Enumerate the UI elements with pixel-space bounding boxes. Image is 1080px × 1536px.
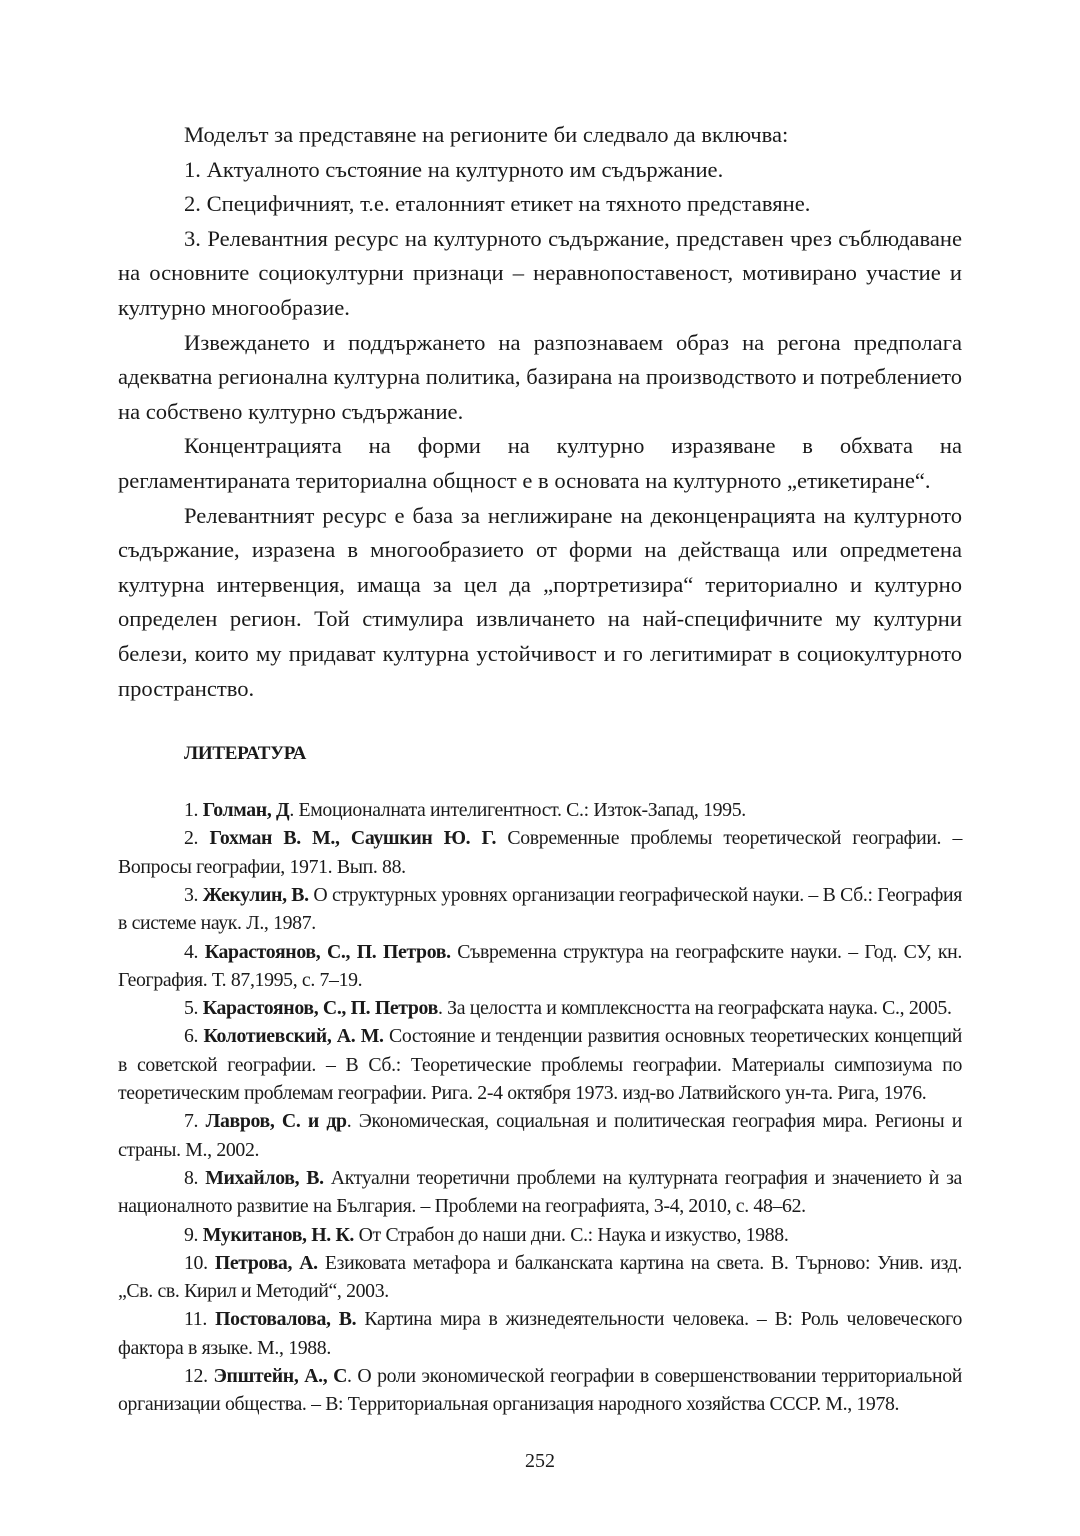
reference-item	[118, 796, 962, 824]
reference-number: 2.	[184, 827, 199, 850]
reference-author: Карастоянов, С., П. Петров	[202, 997, 438, 1020]
reference-number: 12.	[184, 1365, 208, 1388]
reference-number: 11.	[184, 1308, 207, 1331]
reference-author: Эпштейн, А., С	[213, 1365, 348, 1388]
page-content	[118, 118, 962, 1419]
reference-text: Современные проблемы теоретической географии. – Вопросы географии, 1971. Вып. 88.	[118, 827, 962, 878]
reference-author: Михайлов, В.	[205, 1166, 324, 1189]
reference-item	[118, 1362, 962, 1419]
reference-item	[118, 1249, 962, 1306]
reference-number: 1.	[184, 799, 199, 822]
reference-number: 7.	[184, 1110, 199, 1133]
reference-text: От Страбон до наши дни. С.: Наука и изкуство, 1988.	[354, 1223, 789, 1246]
reference-author: Гохман В. М., Саушкин Ю. Г.	[209, 827, 497, 850]
reference-list	[118, 796, 962, 1419]
reference-item	[118, 938, 962, 995]
reference-number: 5.	[184, 997, 199, 1020]
reference-text: Езиковата метафора и балканската картина на света. В. Търново: Унив. изд. „Св. св. Кирил и Методий“, 2003.	[118, 1251, 962, 1303]
paragraph: 1. Актуалното състояние на културното им съдържание.	[184, 156, 724, 182]
reference-item	[118, 1107, 962, 1164]
reference-item	[118, 1164, 962, 1221]
reference-text: . За целостта и комплексността на географската наука. С., 2005.	[437, 997, 952, 1020]
reference-author: Постовалова, В.	[215, 1308, 357, 1331]
reference-author: Жекулин, В.	[202, 883, 309, 906]
reference-text: О структурных уровнях организации географической науки. – В Сб.: География в системе наук. Л., 1987.	[118, 883, 962, 935]
paragraph: Концентрацията на форми на културно изразяване в обхвата на регламентираната териториална общност е в основата на културното „етикетиране“.	[118, 433, 962, 493]
paragraph: 2. Специфичният, т.е. еталонният етикет на тяхното представяне.	[184, 191, 811, 217]
reference-text: Съвременна структура на географските науки. – Год. СУ, кн. География. Т. 87,1995, с. 7–19.	[118, 940, 962, 991]
references-heading: ЛИТЕРАТУРА	[184, 743, 307, 765]
paragraph: Моделът за представяне на регионите би следвало да включва:	[184, 122, 789, 147]
reference-number: 3.	[184, 883, 199, 906]
reference-item	[118, 994, 962, 1022]
reference-item	[118, 1221, 962, 1249]
reference-author: Лавров, С. и др	[205, 1110, 347, 1133]
reference-text: . Экономическая, социальная и политическая география мира. Регионы и страны. М., 2002.	[118, 1110, 963, 1161]
reference-text: Актуални теоретични проблеми на културната география и значението ѝ за националното развитие на България. – Проблеми на географията, 3-4, 2010, с. 48–62.	[118, 1166, 962, 1218]
reference-author: Карастоянов, С., П. Петров.	[204, 940, 451, 963]
body-text	[118, 118, 962, 706]
reference-item	[118, 1305, 962, 1362]
reference-number: 4.	[184, 940, 199, 963]
reference-number: 8.	[184, 1166, 199, 1189]
reference-item	[118, 824, 962, 881]
reference-number: 10.	[184, 1251, 208, 1274]
reference-author: Мукитанов, Н. К.	[202, 1223, 355, 1246]
reference-text: . О роли экономической географии в совершенствовании территориальной организации общества. – В: Территориальная организация народного хозяйства СССР. М., 1978.	[118, 1365, 962, 1416]
reference-text: . Емоционалната интелигентност. С.: Изток-Запад, 1995.	[289, 799, 746, 822]
reference-item	[118, 881, 962, 938]
page-number: 252	[525, 1450, 555, 1472]
paragraph: Извеждането и поддържането на разпознаваем образ на регона предполага адекватна регионална културна политика, базирана на производството и потреблението на собствено културно съдържание.	[118, 329, 962, 424]
paragraph: 3. Релевантния ресурс на културното съдържание, представен чрез съблюдаване на основните социокултурни признаци – неравнопоставеност, мотивирано участие и културно многообразие.	[118, 225, 962, 320]
paragraph: Релевантният ресурс е база за неглижиране на деконценрацията на културното съдържание, изразена в многообразието от форми на действаща или опредметена културна интервенция, имаща за цел да „портретизира“ териториално и културно определен регион. Той стимулира извличането на най-специфичните му културни белези, които му придават културна устойчивост и го легитимират в социокултурното пространство.	[118, 502, 962, 701]
reference-author: Голман, Д	[202, 799, 290, 822]
reference-text: Картина мира в жизнедеятельности человека. – В: Роль человеческого фактора в языке. М., 1988.	[118, 1308, 962, 1359]
reference-author: Петрова, А.	[214, 1251, 318, 1274]
reference-item	[118, 1022, 962, 1107]
reference-number: 6.	[184, 1025, 199, 1048]
reference-number: 9.	[184, 1223, 199, 1246]
reference-author: Колотиевский, А. М.	[203, 1025, 384, 1048]
reference-text: Состояние и тенденции развития основных теоретических концепций в советской географии. – В Сб.: Теоретические проблемы географии. Материалы симпозиума по теоретическим проблемам географии. Рига. 2-4 октября 1973. изд-во Латвийского ун-та. Рига, 1976.	[118, 1025, 962, 1105]
